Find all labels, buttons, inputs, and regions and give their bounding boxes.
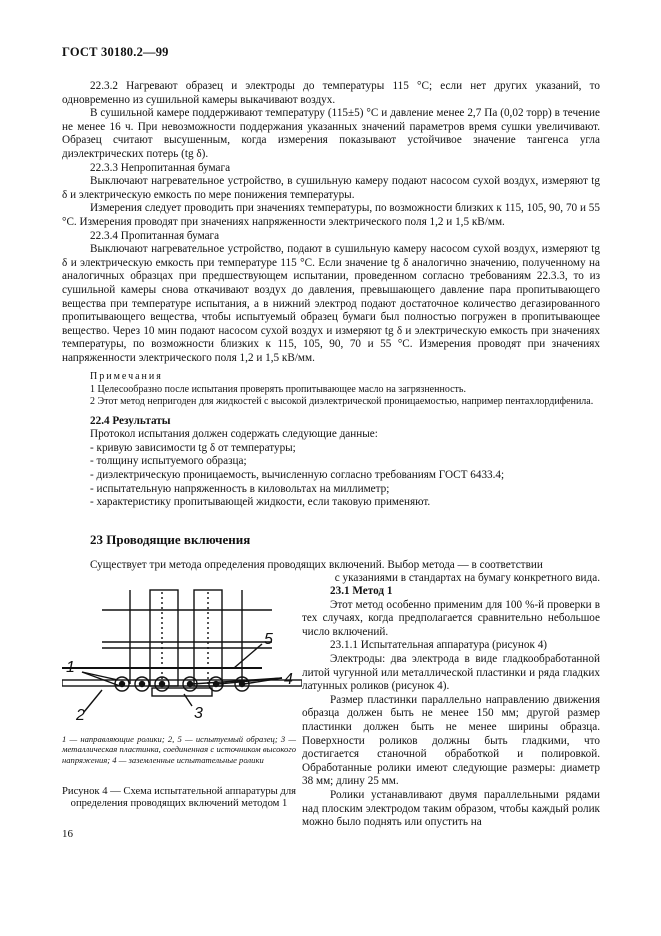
para-23-1: Этот метод особенно применим для 100 %-й проверки в тех случаях, когда предполагается сравнительно небольшое число включений.: [302, 598, 600, 638]
heading-23-1-1: 23.1.1 Испытательная аппаратура (рисунок 4): [330, 639, 548, 652]
note-2: 2 Этот метод непригоден для жидкостей с высокой диэлектрической проницаемостью, например пентахлордифенила.: [90, 396, 594, 408]
heading-22-3-4: 22.3.4 Пропитанная бумага: [90, 229, 220, 242]
figure-label-2: 2: [76, 707, 85, 724]
figure-label-5: 5: [264, 631, 273, 648]
para-23-1-1-b: Размер пластинки параллельно направлению движения образца должен быть не менее 150 мм; другой размер пластинки должен быть не менее ширины образца. Поверхности роликов должны быть гладкими, что достигается станочной обработкой и полировкой. Обработанные ролики имеют следующие размеры: диаметр 38 мм; длину 25 мм.: [302, 693, 600, 788]
page-header: ГОСТ 30180.2—99: [62, 45, 169, 59]
results-item: - кривую зависимости tg δ от температуры;: [90, 441, 296, 454]
para-22-3-3-b: Измерения следует проводить при значениях температуры, по возможности близких к 115, 105, 90, 70 и 55 °С. Измерения проводят при значениях напряженности электрического поля 1,2 и 1,5 кВ/мм.: [62, 202, 600, 228]
heading-23-1: 23.1 Метод 1: [330, 585, 393, 597]
heading-22-4: 22.4 Результаты: [90, 414, 171, 427]
upper-text: [62, 80, 600, 510]
para-23-intro: Существует три метода определения проводящих включений. Выбор метода — в соответствии: [90, 558, 543, 571]
para-23-intro-b: с указаниями в стандартах на бумагу конкретного вида.: [334, 572, 600, 585]
results-intro: Протокол испытания должен содержать следующие данные:: [90, 428, 378, 441]
figure-caption: Рисунок 4 — Схема испытательной аппаратуры для определения проводящих включений методом 1: [62, 786, 296, 810]
figure-label-3: 3: [194, 705, 203, 722]
para-23-1-1-a: Электроды: два электрода в виде гладкообработанной литой чугунной или металлической пластинки и ряда гладких латунных роликов (рисунок 4).: [302, 652, 600, 693]
metal-plate: [152, 688, 212, 696]
para-22-3-2-b: В сушильной камере поддерживают температуру (115±5) °С и давление менее 2,7 Па (0,02 торр) в течение не менее 16 ч. При невозможности поддержания указанных значений параметров время сушки увеличивают. Образец считают высушенным, когда измерения показывают устойчивое значение тангенса угла диэлектрических потерь (tg δ).: [62, 107, 600, 160]
results-item: - испытательную напряженность в киловольтах на миллиметр;: [90, 482, 390, 495]
results-item: - характеристику пропитывающей жидкости, если таковую применяют.: [90, 496, 431, 509]
heading-23: 23 Проводящие включения: [90, 532, 251, 547]
heading-22-3-3: 22.3.3 Непропитанная бумага: [90, 161, 231, 174]
figure-4-diagram: [62, 588, 302, 728]
para-22-3-3-a: Выключают нагревательное устройство, в сушильную камеру подают насосом сухой воздух, измеряют tg δ и электрическую емкость по мере понижения температуры.: [62, 175, 600, 201]
results-item: - диэлектрическую проницаемость, вычисленную согласно требованиям ГОСТ 6433.4;: [90, 469, 505, 482]
notes-heading: Примечания: [90, 371, 163, 383]
section-23: [62, 533, 600, 586]
para-22-3-4: Выключают нагревательное устройство, подают в сушильную камеру насосом сухой воздух, измеряют tg δ и электрическую емкость при температуре 115 °С. Если значение tg δ аналогично значению, полученному на аналогичных образцах при предшествующем испытании, проведенном согласно требованиям 22.3.3, то из сушильной камеры снова откачивают воздух до давления, превышающего давление пара пропитывающего вещества при температуре испытания, а в нижний электрод подают достаточное количество дегазированного пропитывающего вещества, чтобы испытуемый образец бумаги был полностью погружен в пропитывающее вещество. Через 10 мин подают насосом сухой воздух и измеряют tg δ и электрическую емкость при значениях температуры, по возможности близких к 115, 105, 90, 70 и 55 °С. Измерения проводят при значениях напряженности электрического поля 1,2 и 1,5 кВ/мм.: [62, 243, 600, 364]
results-item: - толщину испытуемого образца;: [90, 455, 247, 468]
page-number: 16: [62, 828, 73, 840]
para-23-1-1-c: Ролики устанавливают двумя параллельными рядами над плоским электродом таким образом, чтобы каждый ролик можно было поднять или опустить на: [302, 788, 600, 829]
para-22-3-2: 22.3.2 Нагревают образец и электроды до температуры 115 °С; если нет других указаний, то одновременно из сушильной камеры выкачивают воздух.: [62, 80, 600, 106]
figure-label-1: 1: [66, 659, 75, 676]
figure-legend: 1 — направляющие ролики; 2, 5 — испытуемый образец; 3 — металлическая пластинка, соединенная с источником высокого напряжения; 4 — заземленные испытательные ролики: [62, 734, 296, 765]
right-column: [302, 585, 600, 830]
note-1: 1 Целесообразно после испытания проверять пропитывающее масло на загрязненность.: [90, 383, 466, 395]
sample-strip-left: [150, 590, 178, 686]
figure-label-4: 4: [284, 671, 293, 688]
